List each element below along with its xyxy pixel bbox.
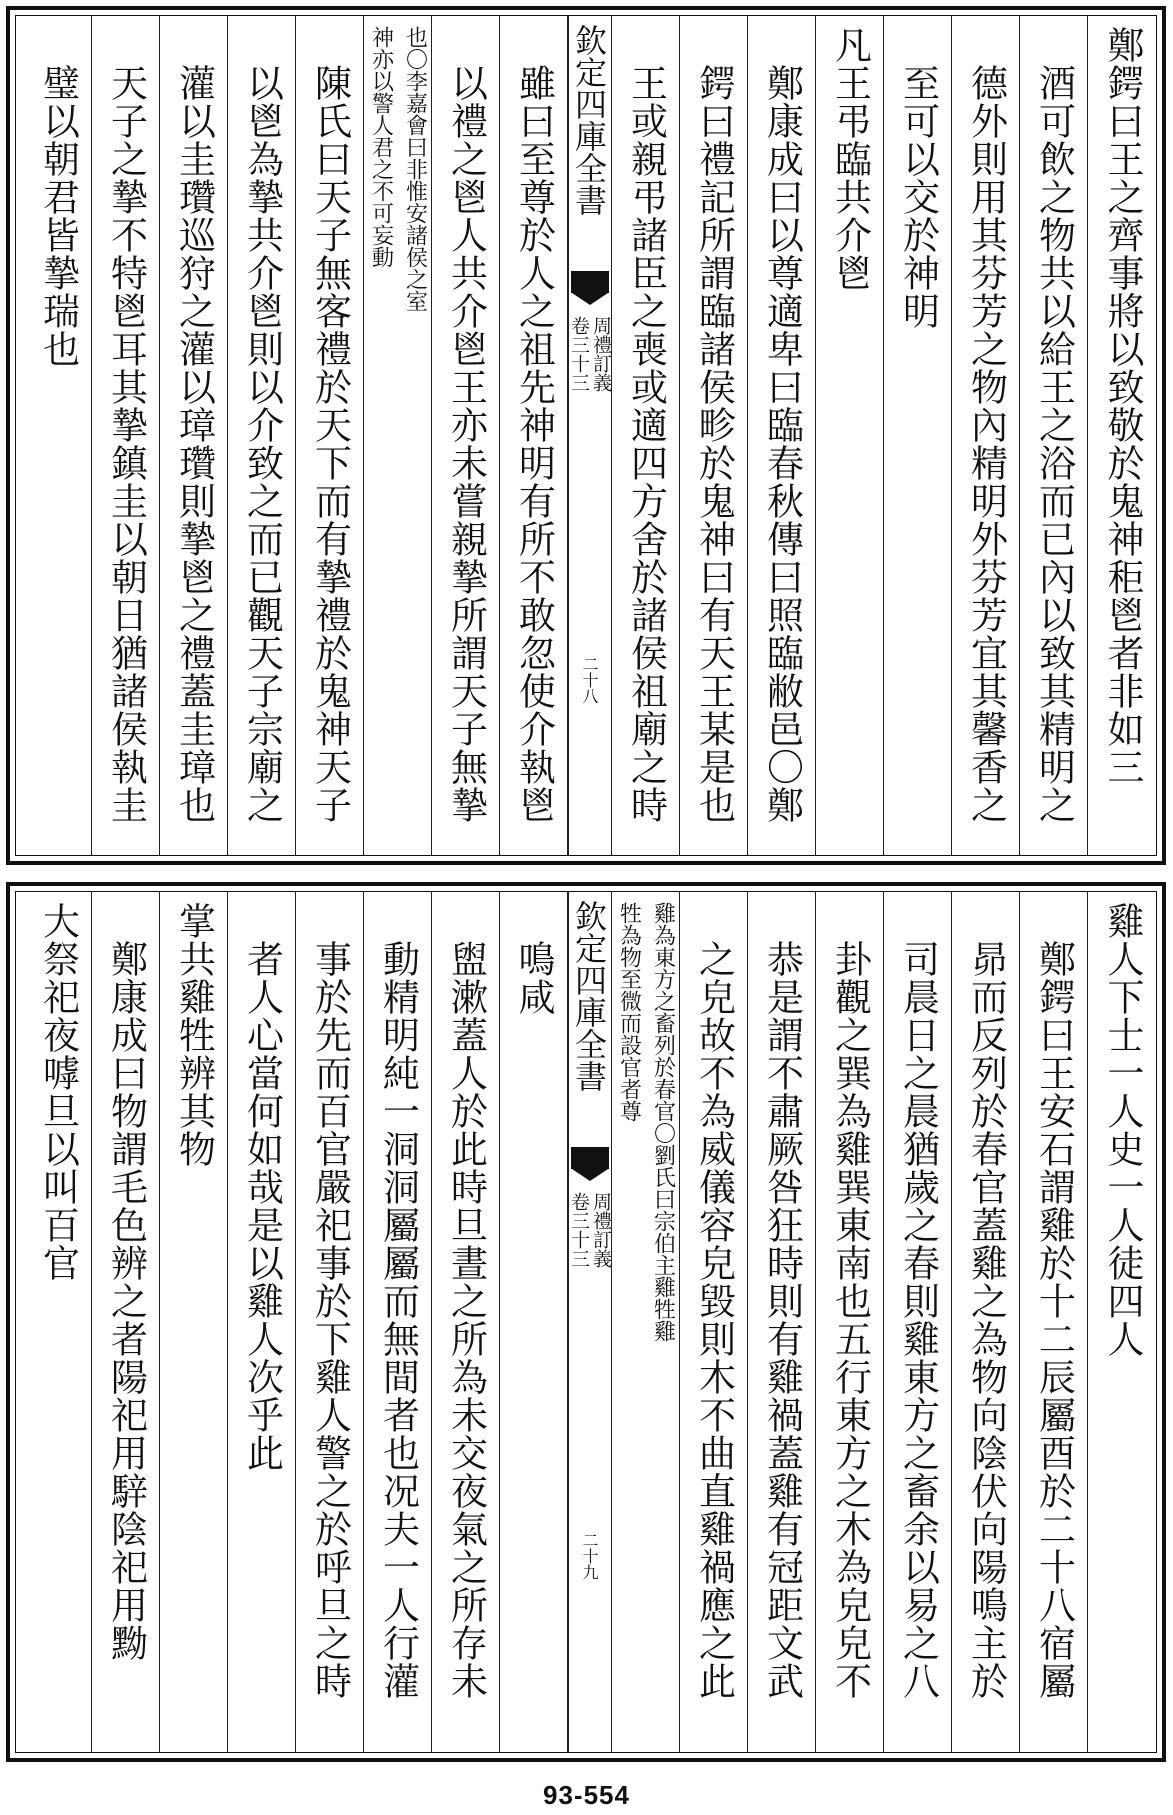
text-column: 酒可飲之物共以給王之浴而已內以致其精明之 xyxy=(1020,16,1088,855)
fold-leaf-number: 二十九 xyxy=(580,1532,599,1580)
text-column: 者人心當何如哉是以雞人次乎此 xyxy=(228,892,296,1752)
text-column: 王或親弔諸臣之喪或適四方舍於諸侯祖廟之時 xyxy=(612,16,680,855)
fish-tail-mark-icon xyxy=(571,1147,609,1169)
text-column: 雖曰至尊於人之祖先神明有所不敢忽使介執鬯 xyxy=(500,16,568,855)
text-column: 以禮之鬯人共介鬯王亦未嘗親摯所謂天子無摯 xyxy=(432,16,500,855)
fold-title: 欽定四庫全書 xyxy=(570,900,608,1092)
bottom-page xyxy=(6,882,1166,1762)
text-column: 鍔曰禮記所謂臨諸侯畛於鬼神曰有天王某是也 xyxy=(680,16,748,855)
text-column: 之皃故不為威儀容皃毀則木不曲直雞禍應之此 xyxy=(680,892,748,1752)
text-column: 鄭康成曰以尊適卑曰臨春秋傳曰照臨敝邑〇鄭 xyxy=(748,16,816,855)
text-column: 也〇李嘉會曰非惟安諸侯之室 神亦以警人君之不可妄動 xyxy=(364,16,432,855)
text-column: 鄭鍔曰王安石謂雞於十二辰屬酉於二十八宿屬 xyxy=(1020,892,1088,1752)
text-column: 雞為東方之畜列於春官〇劉氏曰宗伯主雞牲雞 牲為物至微而設官者尊 xyxy=(612,892,680,1752)
fold-leaf-number: 二十八 xyxy=(580,656,599,704)
text-column: 灌以圭瓚巡狩之灌以璋瓚則摯鬯之禮蓋圭璋也 xyxy=(160,16,228,855)
text-column: 盥漱蓋人於此時旦晝之所為未交夜氣之所存未 xyxy=(432,892,500,1752)
top-page-text-block xyxy=(15,15,1157,856)
text-column: 璧以朝君皆摯瑞也 xyxy=(24,16,92,855)
text-column: 事於先而百官嚴祀事於下雞人警之於呼旦之時 xyxy=(296,892,364,1752)
text-column: 司晨日之晨猶歲之春則雞東方之畜余以易之八 xyxy=(884,892,952,1752)
center-fold xyxy=(568,892,612,1752)
text-column: 恭是謂不肅厥咎狂時則有雞禍蓋雞有冠距文武 xyxy=(748,892,816,1752)
text-column: 至可以交於神明 xyxy=(884,16,952,855)
center-fold xyxy=(568,16,612,855)
text-column: 凡王弔臨共介鬯 xyxy=(816,16,884,855)
page-number: 93-554 xyxy=(543,1780,630,1810)
text-column: 卦觀之巽為雞巽東南也五行東方之木為皃皃不 xyxy=(816,892,884,1752)
top-page xyxy=(6,6,1166,865)
fold-subtitle: 周禮訂義 卷三十三 xyxy=(568,316,612,392)
text-column: 雞人下士一人史一人徒四人 xyxy=(1101,902,1144,1358)
bottom-page-text-block xyxy=(15,891,1157,1753)
fold-subtitle: 周禮訂義 卷三十三 xyxy=(568,1192,612,1268)
text-column: 大祭祀夜嘑旦以叫百官 xyxy=(24,892,92,1752)
fold-title: 欽定四庫全書 xyxy=(570,24,608,216)
text-column: 天子之摯不特鬯耳其摯鎮圭以朝日猶諸侯執圭 xyxy=(92,16,160,855)
text-column: 德外則用其芬芳之物內精明外芬芳宜其馨香之 xyxy=(952,16,1020,855)
text-column: 鄭鍔曰王之齊事將以致敬於鬼神秬鬯者非如三 xyxy=(1101,26,1144,786)
text-column: 鳴咸 xyxy=(500,892,568,1752)
text-column: 陳氏曰天子無客禮於天下而有摯禮於鬼神天子 xyxy=(296,16,364,855)
text-column: 以鬯為摯共介鬯則以介致之而已觀天子宗廟之 xyxy=(228,16,296,855)
text-column: 鄭康成曰物謂毛色辨之者陽祀用騂陰祀用黝 xyxy=(92,892,160,1752)
fish-tail-mark-icon xyxy=(571,271,609,293)
text-column: 昴而反列於春官蓋雞之為物向陰伏向陽鳴主於 xyxy=(952,892,1020,1752)
text-column: 動精明純一洞洞屬屬而無間者也况夫一人行灌 xyxy=(364,892,432,1752)
text-column: 掌共雞牲辨其物 xyxy=(160,892,228,1752)
